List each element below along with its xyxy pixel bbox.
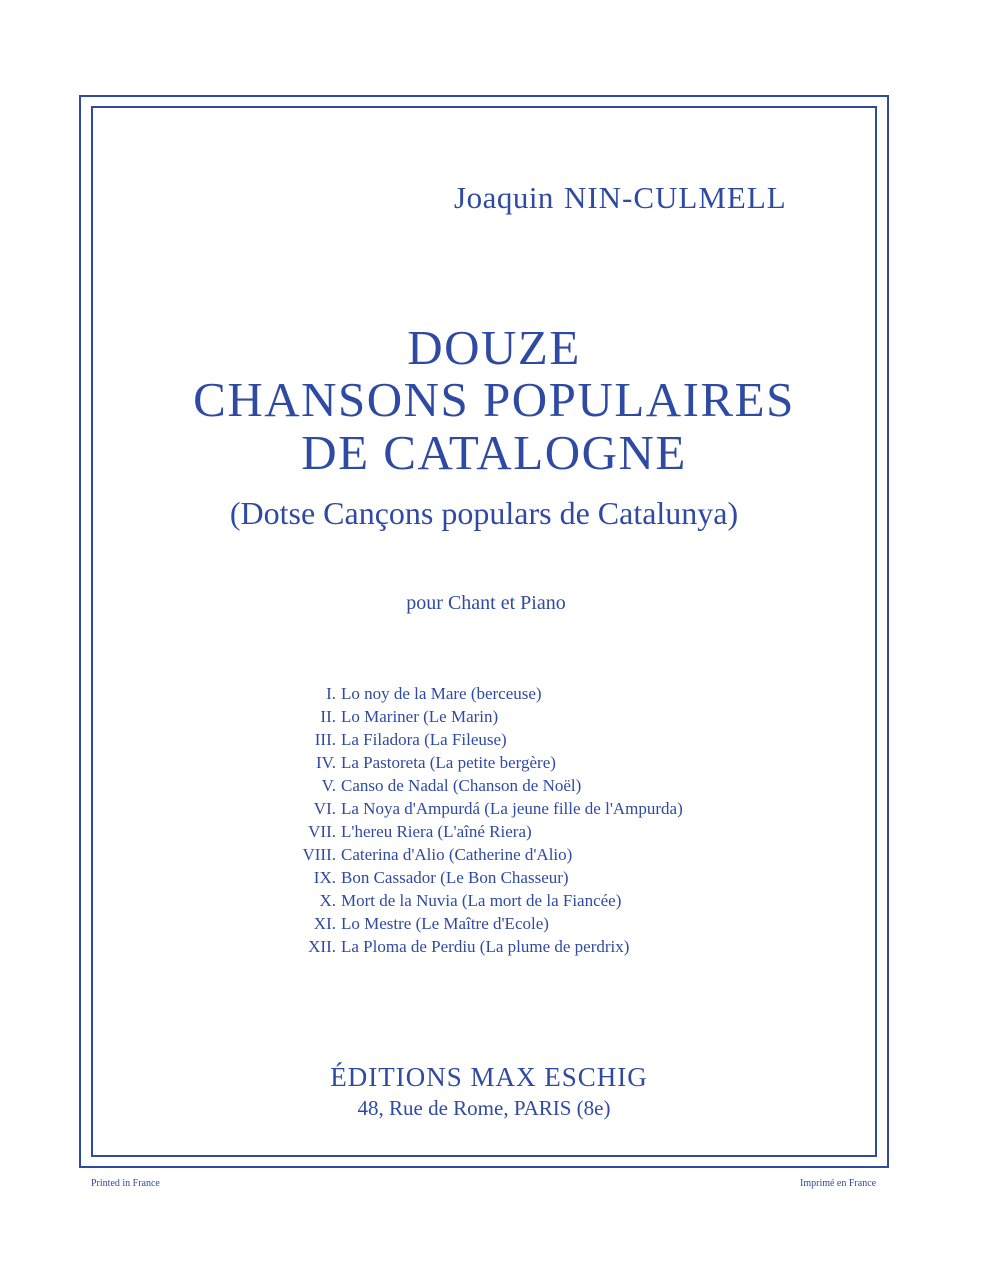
composer-last-name: NIN-CULMELL bbox=[563, 180, 787, 215]
song-title: La Filadora (La Fileuse) bbox=[341, 730, 507, 749]
song-item bbox=[270, 912, 730, 935]
song-item bbox=[270, 843, 730, 866]
song-item bbox=[270, 705, 730, 728]
song-number: VII. bbox=[308, 822, 336, 841]
song-title: Lo noy de la Mare (berceuse) bbox=[341, 684, 542, 703]
song-title: Lo Mestre (Le Maître d'Ecole) bbox=[341, 914, 549, 933]
catalan-subtitle: (Dotse Cançons populars de Catalunya) bbox=[229, 495, 739, 531]
composer-first-name: Joaquin bbox=[454, 180, 554, 215]
song-item bbox=[270, 682, 730, 705]
song-number: VIII. bbox=[302, 845, 336, 864]
song-number: II. bbox=[320, 707, 336, 726]
song-number: IV. bbox=[316, 753, 336, 772]
song-number: XI. bbox=[313, 914, 336, 933]
composer-name bbox=[454, 178, 787, 218]
song-item bbox=[270, 728, 730, 751]
inner-border-frame bbox=[91, 106, 877, 1157]
song-title: L'hereu Riera (L'aîné Riera) bbox=[341, 822, 532, 841]
song-title: Caterina d'Alio (Catherine d'Alio) bbox=[341, 845, 573, 864]
song-number: X. bbox=[319, 891, 336, 910]
song-number: V. bbox=[321, 776, 336, 795]
song-item bbox=[270, 866, 730, 889]
song-number: VI. bbox=[313, 799, 336, 818]
title-line-2: CHANSONS POPULAIRES bbox=[193, 372, 795, 427]
song-number: III. bbox=[314, 730, 336, 749]
song-number: IX. bbox=[313, 868, 336, 887]
instrumentation: pour Chant et Piano bbox=[406, 592, 566, 614]
title-line-1: DOUZE bbox=[407, 320, 581, 375]
song-item bbox=[270, 889, 730, 912]
song-number: I. bbox=[326, 684, 336, 703]
song-title: Lo Mariner (Le Marin) bbox=[341, 707, 499, 726]
title-line-3: DE CATALOGNE bbox=[301, 425, 687, 480]
song-item bbox=[270, 820, 730, 843]
song-title: La Ploma de Perdiu (La plume de perdrix) bbox=[341, 937, 630, 956]
song-item bbox=[270, 751, 730, 774]
song-title: Canso de Nadal (Chanson de Noël) bbox=[341, 776, 582, 795]
song-title: La Noya d'Ampurdá (La jeune fille de l'Ampurda) bbox=[341, 799, 683, 818]
song-item bbox=[270, 774, 730, 797]
publisher-name: ÉDITIONS MAX ESCHIG bbox=[330, 1062, 648, 1092]
song-title: La Pastoreta (La petite bergère) bbox=[341, 753, 556, 772]
imprime-en-france-note: Imprimé en France bbox=[800, 1178, 877, 1189]
song-number: XII. bbox=[308, 937, 336, 956]
printed-in-france-note: Printed in France bbox=[91, 1178, 160, 1189]
song-item bbox=[270, 935, 730, 958]
song-title: Mort de la Nuvia (La mort de la Fiancée) bbox=[341, 891, 622, 910]
song-item bbox=[270, 797, 730, 820]
song-list bbox=[270, 682, 730, 958]
publisher-address: 48, Rue de Rome, PARIS (8e) bbox=[357, 1096, 611, 1120]
song-title: Bon Cassador (Le Bon Chasseur) bbox=[341, 868, 569, 887]
